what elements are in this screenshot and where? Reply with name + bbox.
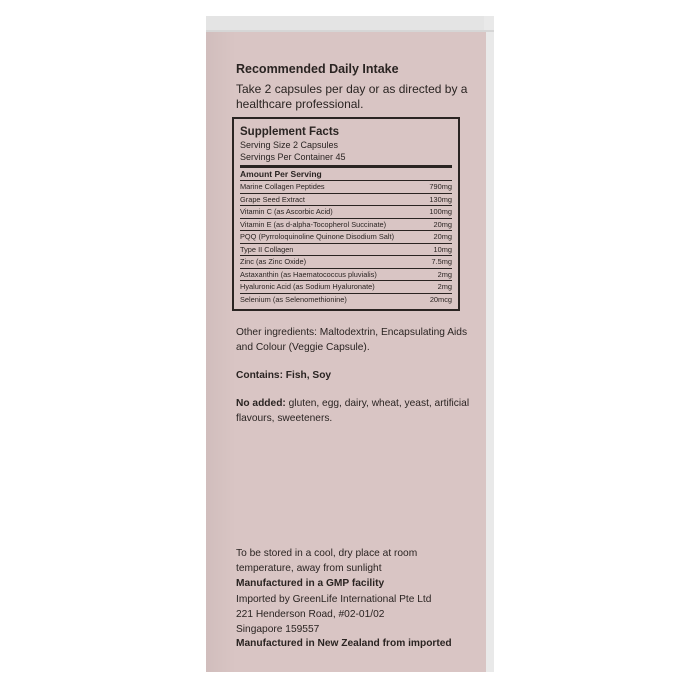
no-added-text: gluten, egg, dairy, wheat, yeast, artificial flavours, sweeteners. (236, 398, 470, 424)
supplement-facts-panel (232, 117, 460, 311)
ingredient-amount: 20mg (433, 232, 452, 241)
ingredient-name: Grape Seed Extract (240, 194, 305, 204)
facts-row (240, 294, 452, 306)
ingredient-amount: 20mcg (429, 294, 452, 304)
facts-rows (240, 181, 452, 305)
ingredient-amount: 2mg (437, 282, 452, 291)
box-top-edge (206, 30, 494, 32)
ingredient-name: Vitamin E (as d-alpha-Tocopherol Succinate) (240, 219, 387, 229)
ingredient-name: Vitamin C (as Ascorbic Acid) (240, 207, 333, 216)
rdi-title: Recommended Daily Intake (236, 62, 399, 76)
no-added-label: No added: (236, 398, 286, 409)
ingredient-amount: 10mg (433, 244, 452, 254)
ingredient-name: Hyaluronic Acid (as Sodium Hyaluronate) (240, 282, 375, 291)
ingredient-name: Astaxanthin (as Haematococcus pluvialis) (240, 269, 377, 279)
origin-statement: Manufactured in New Zealand from imported (236, 638, 452, 649)
ingredient-amount: 130mg (429, 194, 452, 204)
facts-row (240, 269, 452, 282)
facts-row (240, 231, 452, 244)
importer-line-3: Singapore 159557 (236, 624, 320, 635)
ingredient-name: PQQ (Pyrroloquinoline Quinone Disodium Salt) (240, 232, 395, 241)
facts-title: Supplement Facts (240, 126, 340, 138)
contains-allergens: Contains: Fish, Soy (236, 370, 332, 381)
serving-size: Serving Size 2 Capsules (240, 140, 339, 150)
rdi-text: Take 2 capsules per day or as directed by a healthcare professional. (236, 82, 468, 111)
facts-row (240, 244, 452, 257)
ingredient-amount: 790mg (429, 182, 452, 191)
importer-line-2: 221 Henderson Road, #02-01/02 (236, 609, 385, 620)
storage-instructions: To be stored in a cool, dry place at room temperature, away from sunlight (236, 548, 418, 574)
ingredient-name: Marine Collagen Peptides (240, 182, 325, 191)
ingredient-name: Type II Collagen (240, 244, 294, 254)
ingredient-amount: 100mg (429, 207, 452, 216)
no-added-statement (236, 396, 472, 426)
facts-row (240, 181, 452, 194)
facts-row (240, 206, 452, 219)
ingredient-amount: 2mg (437, 269, 452, 279)
ingredient-amount: 20mg (433, 219, 452, 229)
facts-row (240, 219, 452, 232)
facts-row (240, 194, 452, 207)
ingredient-name: Selenium (as Selenomethionine) (240, 294, 347, 304)
other-ingredients: Other ingredients: Maltodextrin, Encapsulating Aids and Colour (Veggie Capsule). (236, 327, 468, 353)
gmp-statement: Manufactured in a GMP facility (236, 578, 385, 589)
facts-row (240, 281, 452, 294)
facts-row (240, 256, 452, 269)
amount-per-serving-header: Amount Per Serving (240, 169, 322, 179)
importer-line-1: Imported by GreenLife International Pte Ltd (236, 594, 432, 605)
ingredient-name: Zinc (as Zinc Oxide) (240, 257, 307, 266)
ingredient-amount: 7.5mg (431, 257, 452, 266)
servings-per-container: Servings Per Container 45 (240, 152, 346, 162)
